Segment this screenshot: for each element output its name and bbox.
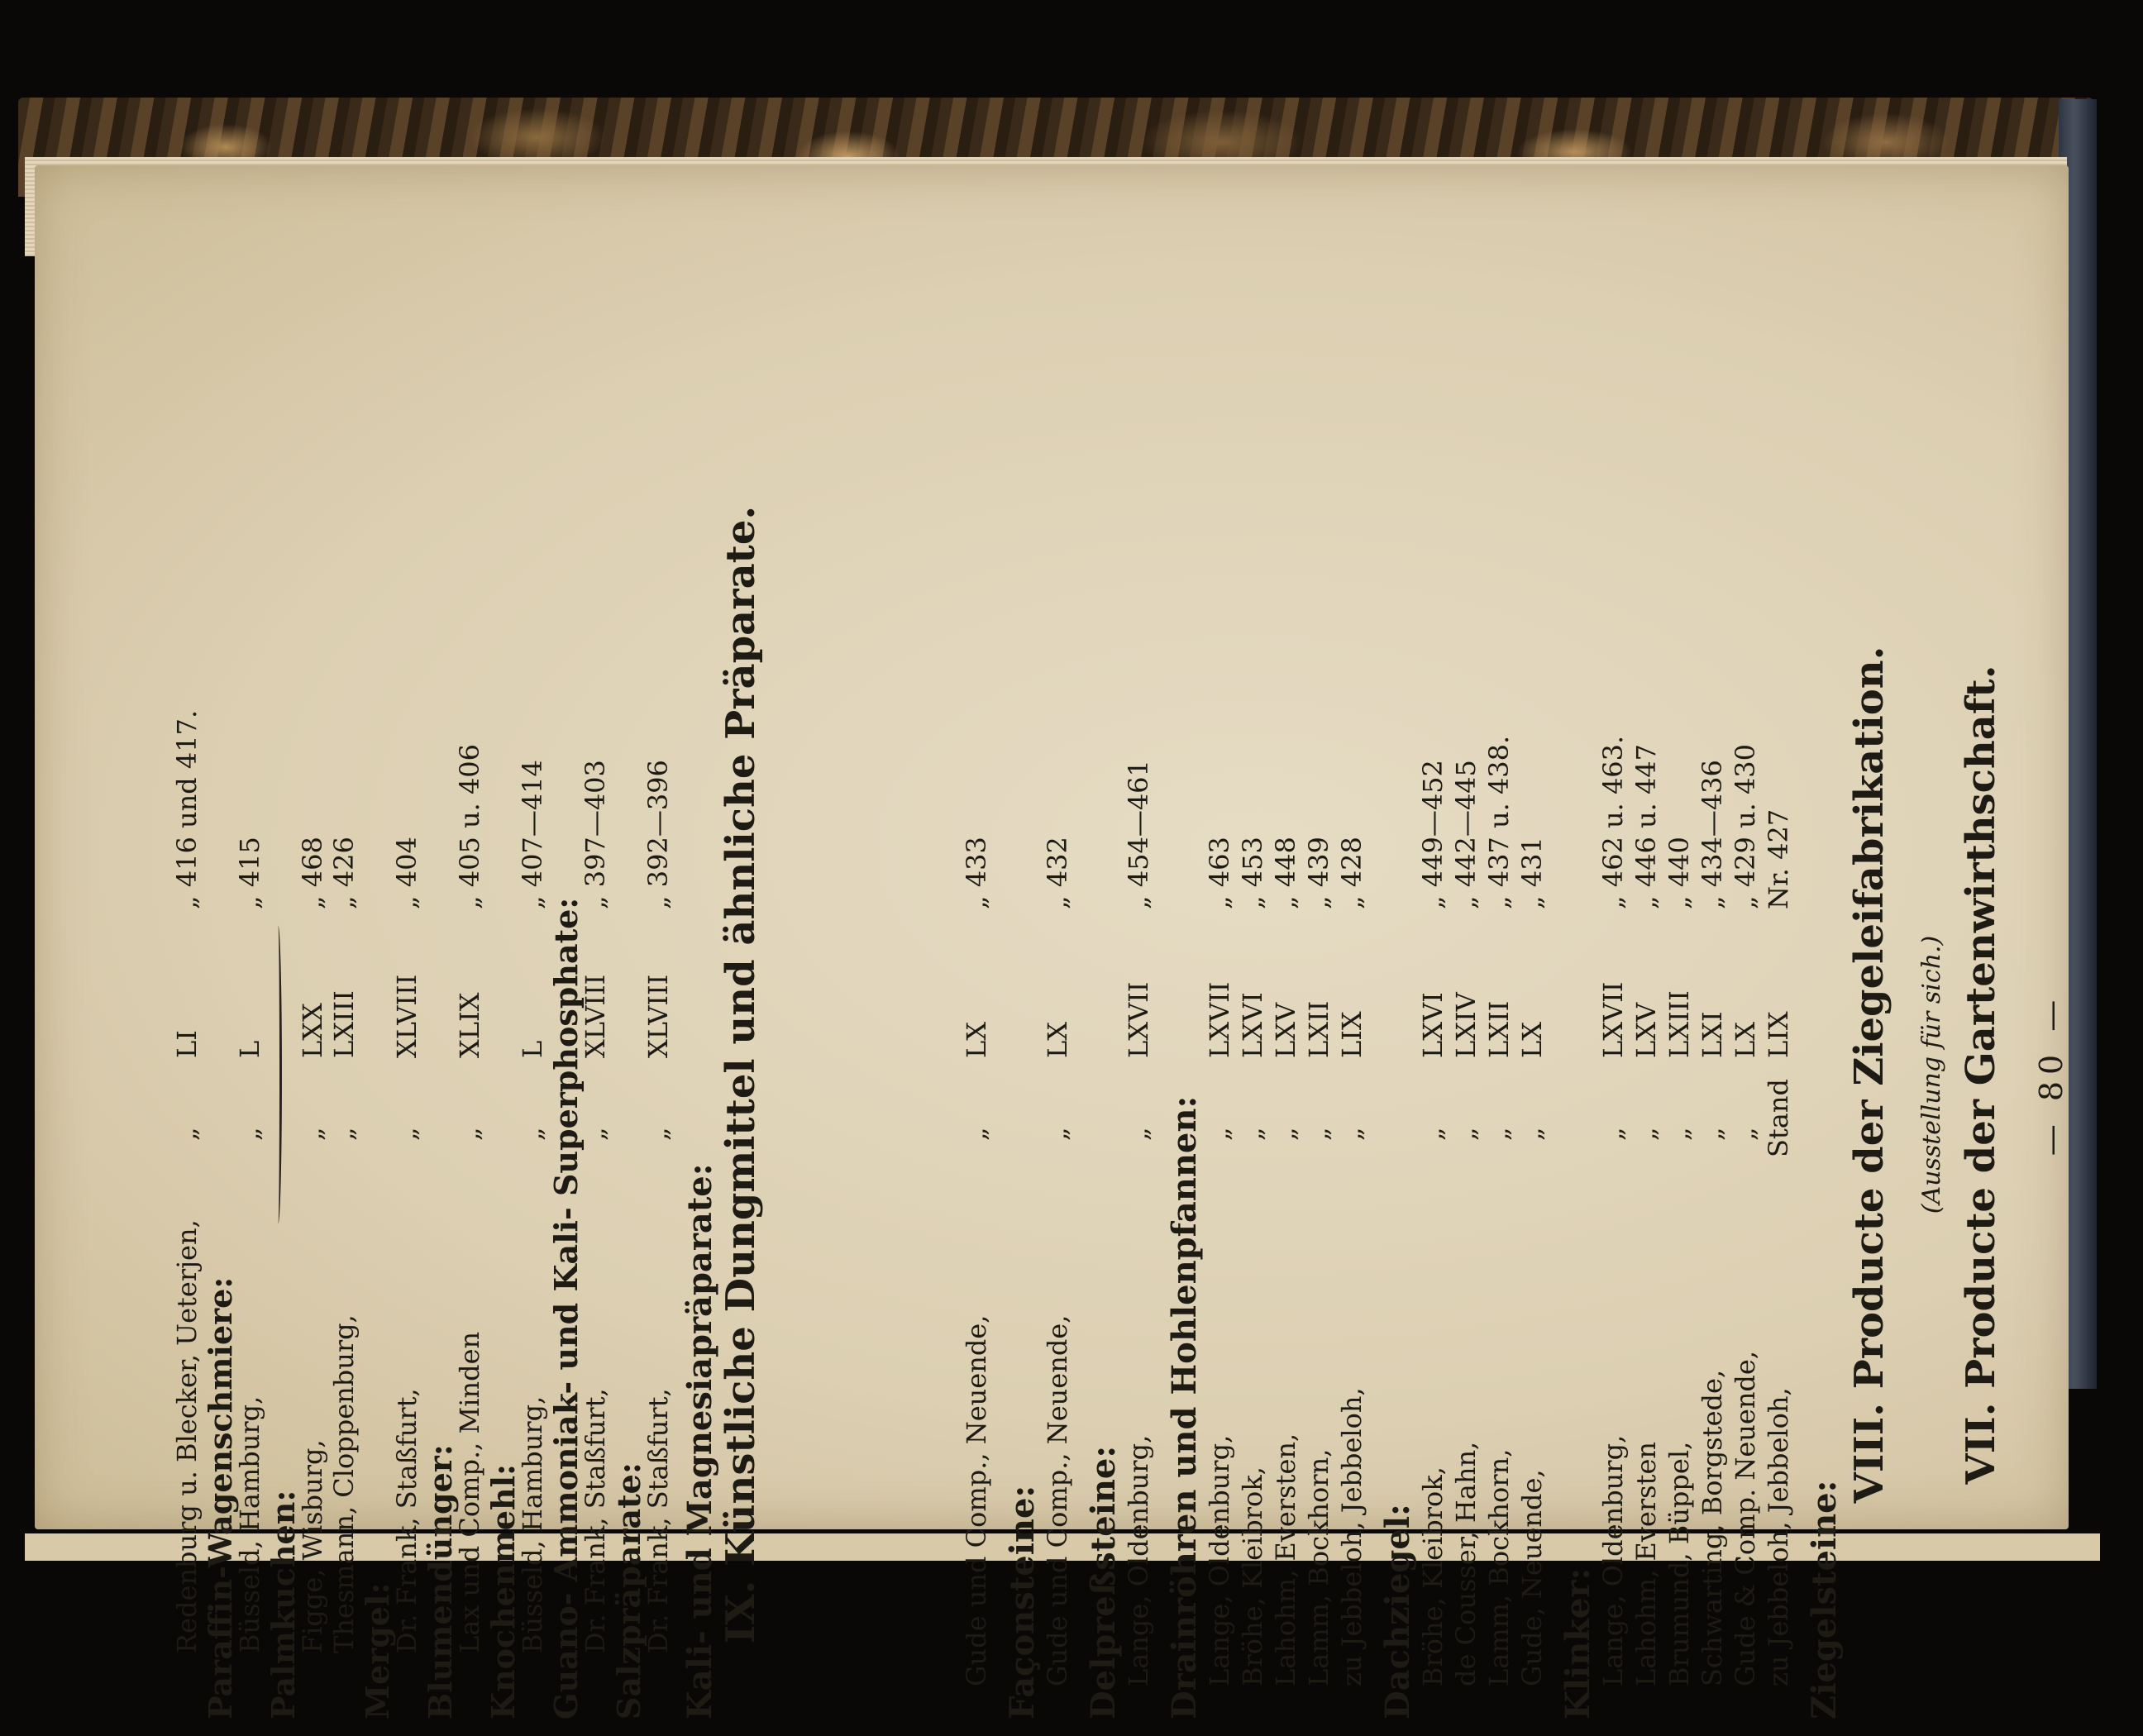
catalog-number: „ 429 u. 430	[1730, 743, 1761, 909]
stand-number: LXVI	[1237, 992, 1268, 1058]
exhibitor-name: Redenburg u. Blecker, Ueterjen,	[171, 1219, 203, 1653]
exhibitor-name: Gude & Comp. Neuende,	[1730, 1350, 1761, 1686]
catalog-number: „ 428	[1336, 837, 1367, 909]
ditto-mark: „	[171, 1127, 203, 1141]
catalog-number: „ 442—445	[1450, 760, 1482, 909]
ditto-mark: „	[1237, 1127, 1268, 1141]
stand-number: XLVIII	[391, 974, 422, 1058]
exhibitor-name: Figge, Wisburg,	[297, 1439, 328, 1653]
catalog-number: „ 449—452	[1417, 760, 1449, 909]
stand-number: L	[234, 1040, 265, 1058]
catalog-number: „ 453	[1237, 837, 1268, 909]
catalog-number: „ 415	[234, 837, 265, 909]
exhibitor-name: Lahohm, Eversten,	[1270, 1433, 1301, 1686]
ditto-mark: „	[1450, 1127, 1482, 1141]
ditto-mark: „	[391, 1127, 422, 1141]
ditto-mark: „	[1697, 1127, 1728, 1141]
ditto-mark: „	[1730, 1127, 1761, 1141]
category-label: Ziegelsteine:	[1805, 1480, 1844, 1719]
catalog-number: Nr. 427	[1763, 808, 1794, 909]
catalog-number: „ 454—461	[1123, 760, 1154, 909]
stand-number: LI	[171, 1030, 203, 1058]
catalog-number: „ 434—436	[1697, 760, 1728, 909]
exhibitor-name: Dr. Frank, Staßfurt,	[642, 1388, 674, 1653]
exhibitor-name: Gude und Comp., Neuende,	[961, 1314, 992, 1686]
stand-number: LIX	[1336, 1011, 1367, 1058]
exhibitor-name: Lange, Oldenburg,	[1123, 1434, 1154, 1686]
category-label: Delpreßsteine:	[1084, 1445, 1123, 1719]
catalog-number: „ 426	[328, 837, 360, 909]
catalog-number: „ 433	[961, 837, 992, 909]
exhibitor-name: Thesmann, Cloppenburg,	[328, 1314, 360, 1653]
category-label: Blumendünger:	[422, 1444, 459, 1719]
stand-number: LX	[1516, 1021, 1548, 1058]
category-label: Drainröhren und Hohlenpfannen:	[1165, 1095, 1204, 1719]
ditto-mark: „	[1204, 1127, 1235, 1141]
stand-number: LXIII	[328, 990, 360, 1058]
category-label: Klinker:	[1558, 1567, 1597, 1719]
exhibitor-name: Lax und Comp., Minden	[454, 1331, 485, 1653]
ditto-mark: „	[1483, 1127, 1515, 1141]
catalog-number: „ 432	[1042, 837, 1073, 909]
catalog-number: „ 404	[391, 837, 422, 909]
exhibitor-name: Büsseld, Hamburg,	[234, 1395, 265, 1653]
ditto-mark: „	[642, 1127, 674, 1141]
ditto-mark: „	[1123, 1127, 1154, 1141]
stand-label: Stand	[1763, 1079, 1794, 1157]
stand-number: XLVIII	[642, 974, 674, 1058]
stand-number: LXVII	[1123, 981, 1154, 1058]
category-label: Palmkuchen:	[265, 1490, 302, 1719]
stand-number: XLIX	[454, 992, 485, 1058]
exhibitor-name: Lamm, Bockhorn,	[1303, 1448, 1334, 1686]
catalog-number: „ 439	[1303, 837, 1334, 909]
catalog-number: „ 405 u. 406	[454, 743, 485, 909]
exhibitor-name: Lamm, Bockhorn,	[1483, 1448, 1515, 1686]
ditto-mark: „	[1336, 1127, 1367, 1141]
ix-subtitle: Kali- und Magnesiapräparate:	[680, 1163, 719, 1719]
catalog-number: „ 448	[1270, 837, 1301, 909]
ditto-mark: „	[961, 1127, 992, 1141]
end-flourish	[274, 926, 282, 1223]
stand-number: LXII	[1483, 1000, 1515, 1058]
stand-number: LX	[1042, 1021, 1073, 1058]
exhibitor-name: Lange, Oldenburg,	[1597, 1434, 1629, 1686]
catalog-number: „ 437 u. 438.	[1483, 735, 1515, 909]
category-label: Guano- Ammoniak- und Kali- Superphosphate:	[547, 897, 585, 1719]
category-label: Façonsteine:	[1003, 1485, 1042, 1719]
stand-number: LXVII	[1204, 981, 1235, 1058]
ditto-mark: „	[1597, 1127, 1629, 1141]
catalog-number: „ 463	[1204, 837, 1235, 909]
exhibitor-name: Büsseld, Hamburg,	[517, 1395, 548, 1653]
ditto-mark: „	[1630, 1127, 1662, 1141]
category-label: Mergel:	[359, 1582, 396, 1719]
exhibitor-name: zu Jebbeloh, Jebbeloh,	[1336, 1387, 1367, 1686]
page-number: — 80 —	[2033, 993, 2069, 1157]
exhibitor-name: Gude, Neuende,	[1516, 1469, 1548, 1686]
ditto-mark: „	[328, 1127, 360, 1141]
stand-number: LXX	[297, 1003, 328, 1058]
exhibitor-name: Brumund, Büppel,	[1663, 1441, 1695, 1686]
ditto-mark: „	[1663, 1127, 1695, 1141]
section-ix-title: IX. Künstliche Dungmittel und ähnliche Präparate.	[718, 505, 764, 1644]
category-label: Paraffin-Wagenschmiere:	[202, 1276, 239, 1719]
stand-number: LXII	[1303, 1000, 1334, 1058]
stand-number: LXV	[1630, 1002, 1662, 1058]
catalog-number: „ 468	[297, 837, 328, 909]
catalog-number: „ 440	[1663, 837, 1695, 909]
exhibitor-name: de Cousser, Hahn,	[1450, 1441, 1482, 1686]
exhibitor-name: zu Jebbeloh, Jebbeloh,	[1763, 1387, 1794, 1686]
book-page	[35, 165, 2069, 1719]
catalog-number: „ 431	[1516, 837, 1548, 909]
stand-number: XLVIII	[580, 974, 611, 1058]
ditto-mark: „	[297, 1127, 328, 1141]
stand-number: LXIV	[1450, 992, 1482, 1058]
catalog-number: „ 407—414	[517, 760, 548, 909]
section-vii-title: VII. Producte der Gartenwirthschaft.	[1958, 665, 2004, 1485]
stand-number: LXV	[1270, 1002, 1301, 1058]
stand-number: LXVI	[1417, 992, 1449, 1058]
catalog-number: „ 416 und 417.	[171, 709, 203, 909]
ditto-mark: „	[1270, 1127, 1301, 1141]
category-label: Salzpräparate:	[610, 1462, 647, 1719]
catalog-number: „ 462 u. 463.	[1597, 735, 1629, 909]
exhibitor-name: Schwarting, Borgstede,	[1697, 1369, 1728, 1686]
stand-number: L	[517, 1040, 548, 1058]
ditto-mark: „	[580, 1127, 611, 1141]
catalog-number: „ 446 u. 447	[1630, 743, 1662, 909]
exhibitor-name: Bröhe, Kleibrok,	[1237, 1467, 1268, 1686]
stand-number: LX	[1730, 1021, 1761, 1058]
section-viii-title: VIII. Producte der Ziegeleifabrikation.	[1846, 646, 1892, 1504]
section-vii-note: (Ausstellung für sich.)	[1917, 935, 1946, 1214]
exhibitor-name: Bröhe, Kleibrok,	[1417, 1467, 1449, 1686]
exhibitor-name: Lahohm, Eversten	[1630, 1442, 1662, 1686]
catalog-number: „ 392—396	[642, 760, 674, 909]
ditto-mark: „	[1303, 1127, 1334, 1141]
exhibitor-name: Dr. Frank, Staßfurt,	[580, 1388, 611, 1653]
ditto-mark: „	[234, 1127, 265, 1141]
ditto-mark: „	[1516, 1127, 1548, 1141]
stand-number: LXIII	[1663, 990, 1695, 1058]
stand-number: LXI	[1697, 1011, 1728, 1058]
stand-number: LXVII	[1597, 981, 1629, 1058]
exhibitor-name: Gude und Comp., Neuende,	[1042, 1314, 1073, 1686]
exhibitor-name: Lange, Oldenburg,	[1204, 1434, 1235, 1686]
ditto-mark: „	[454, 1127, 485, 1141]
rotated-page-content	[171, 413, 2126, 1736]
ditto-mark: „	[1042, 1127, 1073, 1141]
stand-number: LIX	[1763, 1011, 1794, 1058]
exhibitor-name: Dr. Frank, Staßfurt,	[391, 1388, 422, 1653]
category-label: Knochenmehl:	[484, 1463, 522, 1719]
category-label: Dachziegel:	[1378, 1504, 1417, 1719]
ditto-mark: „	[517, 1127, 548, 1141]
stand-number: LX	[961, 1021, 992, 1058]
catalog-number: „ 397—403	[580, 760, 611, 909]
ditto-mark: „	[1417, 1127, 1449, 1141]
